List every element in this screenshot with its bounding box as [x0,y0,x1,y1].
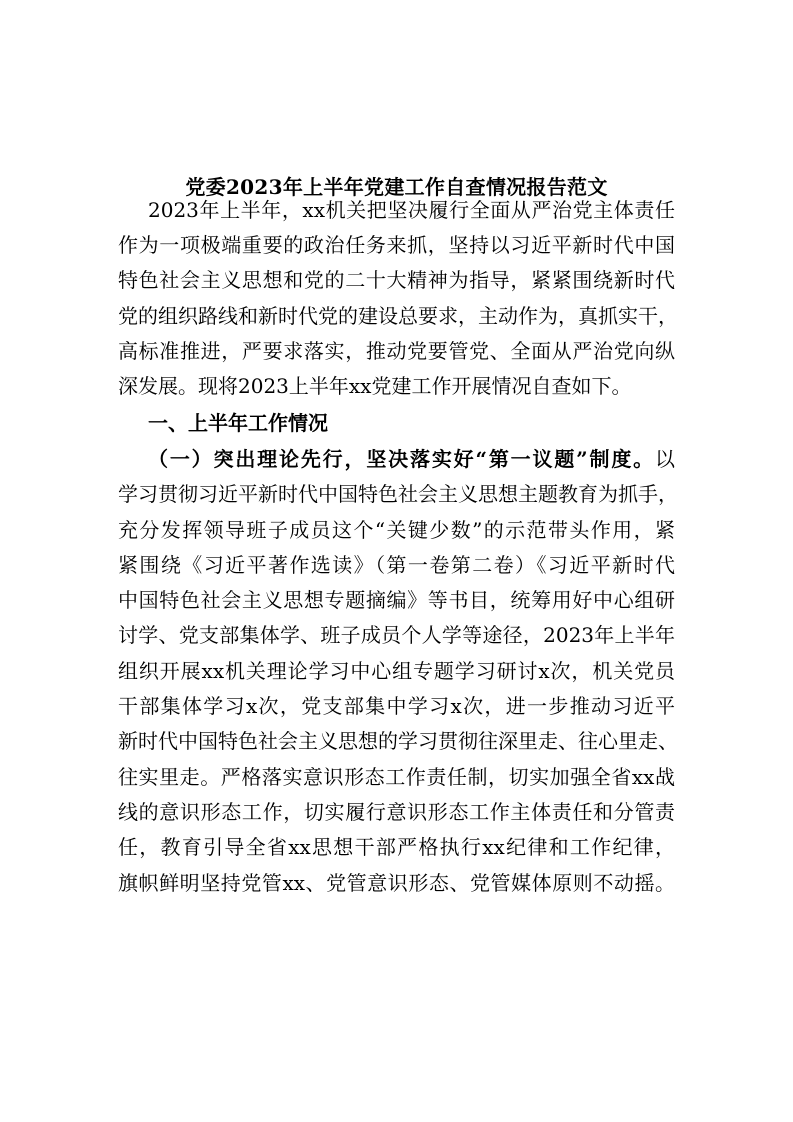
intro-line-6: 深发展。现将2023上半年xx党建工作开展情况自查如下。 [118,374,632,398]
body-line-1: 学习贯彻习近平新时代中国特色社会主义思想主题教育为抓手， [118,482,678,506]
intro-line-1: 2023年上半年，xx机关把坚决履行全面从严治党主体责任 [148,198,675,222]
intro-line-3: 特色社会主义思想和党的二十大精神为指导，紧紧围绕新时代 [118,268,675,292]
body-line-12: 旗帜鲜明坚持党管xx、党管意识形态、党管媒体原则不动摇。 [118,871,675,895]
body-line-11: 任，教育引导全省xx思想干部严格执行xx纪律和工作纪律， [118,835,675,859]
intro-line-5: 高标准推进，严要求落实，推动党要管党、全面从严治党向纵 [118,339,675,363]
intro-line-2: 作为一项极端重要的政治任务来抓，坚持以习近平新时代中国 [118,233,675,257]
body-line-8: 新时代中国特色社会主义思想的学习贯彻往深里走、往心里走、 [118,729,678,753]
subsection-heading: （一）突出理论先行，坚决落实好“第一议题”制度。 [148,447,655,471]
body-line-2: 充分发挥领导班子成员这个“关键少数”的示范带头作用，紧 [118,518,675,542]
body-line-7: 干部集体学习x次，党支部集中学习x次，进一步推动习近平 [118,694,675,718]
body-line-6: 组织开展xx机关理论学习中心组专题学习研讨x次，机关党员 [118,659,675,683]
body-line-5: 讨学、党支部集体学、班子成员个人学等途径，2023年上半年 [118,623,675,647]
intro-line-4: 党的组织路线和新时代党的建设总要求，主动作为，真抓实干， [118,304,678,328]
body-line-9: 往实里走。严格落实意识形态工作责任制，切实加强全省xx战 [118,765,675,789]
body-line-10: 线的意识形态工作，切实履行意识形态工作主体责任和分管责 [118,800,675,824]
document-title: 党委2023年上半年党建工作自查情况报告范文 [185,175,608,199]
subsection-first-line [148,445,675,473]
body-line-4: 中国特色社会主义思想专题摘编》等书目，统筹用好中心组研 [118,588,675,612]
subsection-first-line-rest: 以 [655,447,675,471]
body-line-3: 紧围绕《习近平著作选读》（第一卷第二卷）《习近平新时代 [118,553,675,577]
section-heading: 一、上半年工作情况 [148,411,328,435]
